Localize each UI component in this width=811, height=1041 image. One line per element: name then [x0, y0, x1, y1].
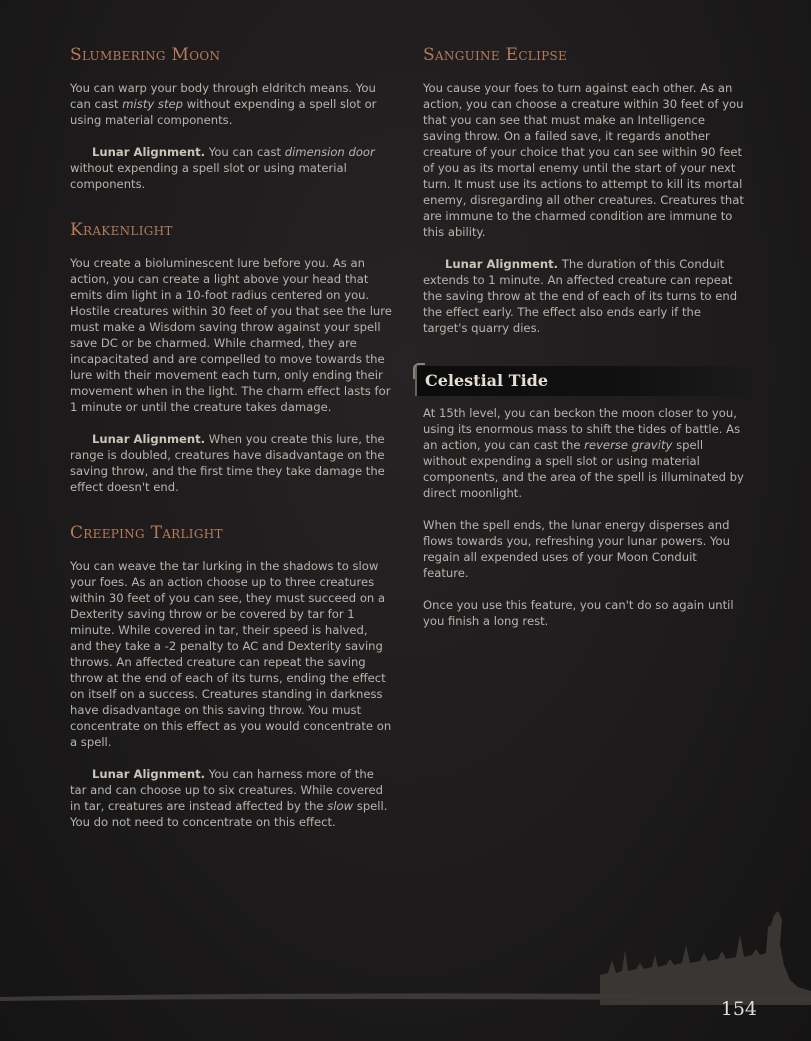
section-creeping-tarlight	[70, 522, 392, 830]
creeping-tarlight-paragraph: You can weave the tar lurking in the shadows to slow your foes. As an action choose up to three creatures within 30 feet of you can see, they must succeed on a Dexterity saving throw or be covered by tar for 1 minute. While covered in tar, their speed is halved, and they take a -2 penalty to AC and Dexterity saving throws. An affected creature can repeat the saving throw at the end of each of its turns, ending the effect on itself on a success. Creatures standing in darkness have disadvantage on this saving throw. You must concentrate on this effect as you would concentrate on a spell.	[70, 559, 392, 749]
creeping-tarlight-lunar-alignment: Lunar Alignment. You can harness more of the tar and can choose up to six creatures. While covered in tar, creatures are instead affected by the slow spell. You do not need to concentrate on this effect.	[70, 767, 388, 829]
slumbering-moon-paragraph: You can warp your body through eldritch means. You can cast misty step without expending a spell slot or using material components.	[70, 81, 377, 127]
heading-sanguine-eclipse: Sanguine Eclipse	[423, 45, 568, 65]
spell-name: slow	[327, 799, 354, 813]
celestial-tide-banner	[415, 366, 757, 396]
spell-name: dimension door	[284, 145, 375, 159]
section-slumbering-moon	[70, 44, 392, 192]
celestial-tide-paragraph-3: Once you use this feature, you can't do so again until you finish a long rest.	[423, 598, 734, 628]
lunar-alignment-label: Lunar Alignment.	[92, 145, 206, 159]
heading-slumbering-moon: Slumbering Moon	[70, 45, 221, 65]
krakenlight-lunar-alignment: Lunar Alignment. When you create this lure, the range is doubled, creatures have disadvantage on the saving throw, and the first time they take damage the effect doesn't end.	[70, 432, 385, 494]
celestial-tide-paragraph-1: At 15th level, you can beckon the moon closer to you, using its enormous mass to shift the tides of battle. As an action, you can cast the reverse gravity spell without expending a spell slot or using material components, and the area of the spell is illuminated by direct moonlight.	[423, 406, 744, 500]
krakenlight-paragraph: You create a bioluminescent lure before you. As an action, you can create a light above your head that emits dim light in a 10-foot radius centered on you. Hostile creatures within 30 feet of you that see the lure must make a Wisdom saving throw against your spell save DC or be charmed. While charmed, they are incapacitated and are compelled to move towards the lure with their movement each turn, only ending their movement when in the light. The charm effect lasts for 1 minute or until the creature takes damage.	[70, 256, 392, 414]
lunar-alignment-label: Lunar Alignment.	[92, 432, 206, 446]
slumbering-moon-lunar-alignment: Lunar Alignment. You can cast dimension door without expending a spell slot or using material components.	[70, 145, 375, 191]
footer-divider	[0, 985, 811, 1005]
section-krakenlight	[70, 219, 392, 495]
page-number: 154	[720, 998, 757, 1020]
section-celestial-tide	[423, 366, 745, 629]
banner-curl-ornament	[413, 363, 425, 379]
heading-krakenlight: Krakenlight	[70, 220, 173, 240]
right-column	[423, 44, 745, 629]
heading-celestial-tide: Celestial Tide	[425, 371, 549, 390]
section-sanguine-eclipse	[423, 44, 745, 336]
spell-name: reverse gravity	[584, 438, 673, 452]
sanguine-eclipse-paragraph: You cause your foes to turn against each other. As an action, you can choose a creature within 30 feet of you that you can see that must make an Intelligence saving throw. On a failed save, it regards another creature of your choice that you can see within 90 feet of you as its mortal enemy until the start of your next turn. It must use its actions to attempt to kill its mortal enemy, disregarding all other creatures. Creatures that are immune to the charmed condition are immune to this ability.	[423, 81, 744, 239]
spell-name: misty step	[122, 97, 183, 111]
lunar-alignment-label: Lunar Alignment.	[445, 257, 559, 271]
lunar-alignment-label: Lunar Alignment.	[92, 767, 206, 781]
sanguine-eclipse-lunar-alignment: Lunar Alignment. The duration of this Conduit extends to 1 minute. An affected creature can repeat the saving throw at the end of each of its turns to end the effect early. The effect also ends early if the target's quarry dies.	[423, 257, 738, 335]
left-column	[70, 44, 392, 830]
celestial-tide-paragraph-2: When the spell ends, the lunar energy disperses and flows towards you, refreshing your lunar powers. You regain all expended uses of your Moon Conduit feature.	[423, 518, 730, 580]
heading-creeping-tarlight: Creeping Tarlight	[70, 523, 223, 543]
